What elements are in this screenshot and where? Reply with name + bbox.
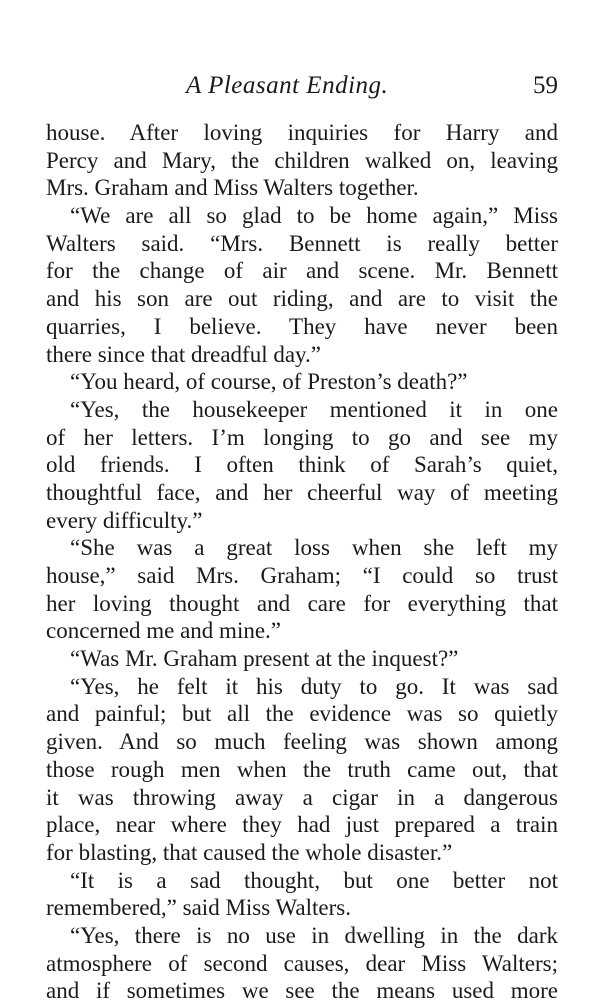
text-line: her loving thought and care for everything that [46, 590, 558, 616]
text-line: of her letters. I’m longing to go and see my [46, 424, 558, 450]
text-line: concerned me and mine.” [46, 618, 281, 644]
text-line: for blasting, that caused the whole disaster.” [46, 839, 453, 865]
text-line: “We are all so glad to be home again,” Miss [70, 203, 558, 229]
text-line: for the change of air and scene. Mr. Bennett [46, 258, 558, 284]
text-line: atmosphere of second causes, dear Miss Walters; [46, 950, 558, 976]
text-line: house. After loving inquiries for Harry and [46, 120, 558, 145]
text-line: old friends. I often think of Sarah’s quiet, [46, 452, 558, 478]
text-line: “You heard, of course, of Preston’s death?” [70, 369, 468, 395]
text-line: “Yes, the housekeeper mentioned it in one [70, 396, 558, 422]
text-line: Walters said. “Mrs. Bennett is really better [46, 230, 558, 256]
text-line: given. And so much feeling was shown among [46, 729, 558, 755]
body-text [46, 119, 558, 1005]
text-line: “It is a sad thought, but one better not [70, 867, 558, 893]
running-head [46, 72, 558, 104]
text-line: there since that dreadful day.” [46, 341, 322, 367]
text-line: place, near where they had just prepared a train [46, 812, 558, 838]
text-line: remembered,” said Miss Walters. [46, 895, 351, 921]
running-title: A Pleasant Ending. [186, 72, 389, 99]
text-line: every difficulty.” [46, 507, 203, 533]
text-line: it was throwing away a cigar in a dangerous [46, 784, 558, 810]
page-number: 59 [533, 72, 558, 99]
text-line: thoughtful face, and her cheerful way of meeting [46, 479, 558, 505]
text-line: and painful; but all the evidence was so quietly [46, 701, 558, 727]
text-line: “Was Mr. Graham present at the inquest?” [70, 646, 459, 672]
text-line: “Yes, he felt it his duty to go. It was sad [70, 673, 558, 699]
text-line: “She was a great loss when she left my [70, 535, 558, 561]
text-line: “Yes, there is no use in dwelling in the dark [70, 922, 558, 948]
text-line: Percy and Mary, the children walked on, leaving [46, 147, 558, 173]
text-line: house,” said Mrs. Graham; “I could so trust [46, 563, 558, 588]
text-line: and his son are out riding, and are to visit the [46, 286, 558, 312]
text-line: and if sometimes we see the means used more [46, 978, 558, 1004]
text-line: quarries, I believe. They have never been [46, 313, 558, 339]
text-line: those rough men when the truth came out, that [46, 756, 558, 782]
text-line: Mrs. Graham and Miss Walters together. [46, 175, 419, 201]
